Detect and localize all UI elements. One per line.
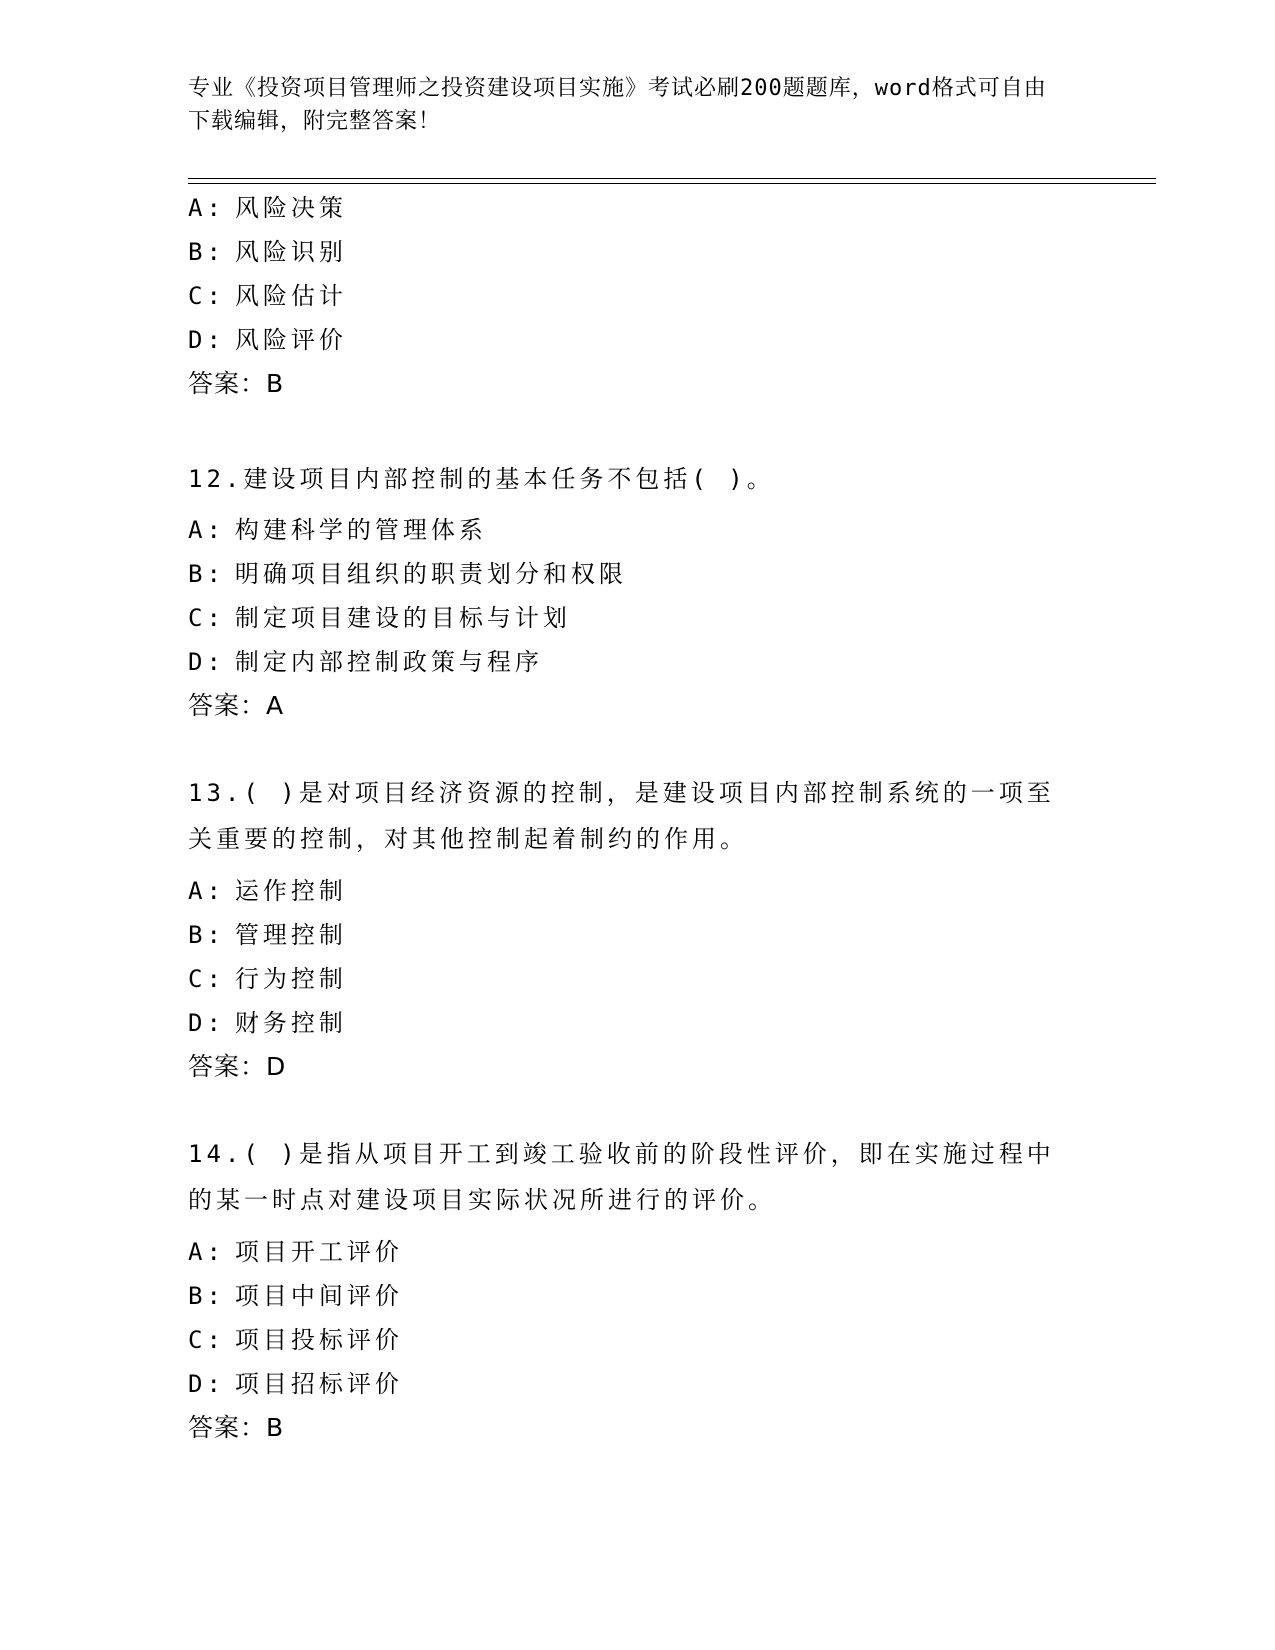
option-letter: C: [188, 282, 225, 310]
option-letter: C: [188, 965, 225, 993]
option-a [188, 515, 487, 545]
option-letter: B: [188, 921, 225, 949]
option-b [188, 920, 347, 950]
answer-label: 答案：D [188, 1052, 287, 1081]
option-text: 构建科学的管理体系 [234, 516, 487, 544]
option-b [188, 559, 627, 589]
option-letter: B: [188, 560, 225, 588]
option-letter: A: [188, 194, 225, 222]
option-text: 项目投标评价 [234, 1326, 403, 1354]
option-letter: A: [188, 1238, 225, 1266]
option-c [188, 603, 571, 633]
option-a [188, 193, 347, 223]
option-letter: A: [188, 877, 225, 905]
option-d [188, 1008, 347, 1038]
option-d [188, 647, 543, 677]
option-b [188, 237, 347, 267]
option-b [188, 1281, 403, 1311]
option-text: 明确项目组织的职责划分和权限 [234, 560, 627, 588]
option-letter: D: [188, 1370, 225, 1398]
option-c [188, 964, 347, 994]
option-letter: C: [188, 604, 225, 632]
question-stem: 12.建设项目内部控制的基本任务不包括( )。 [188, 465, 775, 493]
answer-label: 答案：B [188, 1413, 285, 1442]
answer-label: 答案：B [188, 369, 285, 398]
document-header: 专业《投资项目管理师之投资建设项目实施》考试必刷200题题库，word格式可自由下载编辑，附完整答案！ [188, 76, 1047, 134]
header-divider-top [188, 178, 1156, 179]
option-letter: C: [188, 1326, 225, 1354]
option-text: 制定内部控制政策与程序 [234, 648, 543, 676]
option-letter: A: [188, 516, 225, 544]
option-text: 项目开工评价 [234, 1238, 403, 1266]
option-letter: D: [188, 1009, 225, 1037]
option-text: 制定项目建设的目标与计划 [234, 604, 571, 632]
option-a [188, 1237, 403, 1267]
option-text: 风险识别 [234, 238, 347, 266]
question-stem: 13.( )是对项目经济资源的控制，是建设项目内部控制系统的一项至关重要的控制，对其他控制起着制约的作用。 [188, 779, 1055, 853]
header-divider-bottom [188, 183, 1156, 184]
option-letter: B: [188, 238, 225, 266]
option-text: 财务控制 [234, 1009, 347, 1037]
option-text: 行为控制 [234, 965, 347, 993]
option-a [188, 876, 347, 906]
question-stem: 14.( )是指从项目开工到竣工验收前的阶段性评价，即在实施过程中的某一时点对建设项目实际状况所进行的评价。 [188, 1140, 1055, 1214]
option-letter: D: [188, 326, 225, 354]
option-c [188, 281, 347, 311]
option-letter: B: [188, 1282, 225, 1310]
option-text: 管理控制 [234, 921, 347, 949]
option-text: 项目招标评价 [234, 1370, 403, 1398]
option-text: 运作控制 [234, 877, 347, 905]
option-letter: D: [188, 648, 225, 676]
option-text: 风险评价 [234, 326, 347, 354]
answer-label: 答案：A [188, 691, 285, 720]
option-text: 风险决策 [234, 194, 347, 222]
option-c [188, 1325, 403, 1355]
option-d [188, 325, 347, 355]
option-text: 项目中间评价 [234, 1282, 403, 1310]
option-d [188, 1369, 403, 1399]
option-text: 风险估计 [234, 282, 347, 310]
